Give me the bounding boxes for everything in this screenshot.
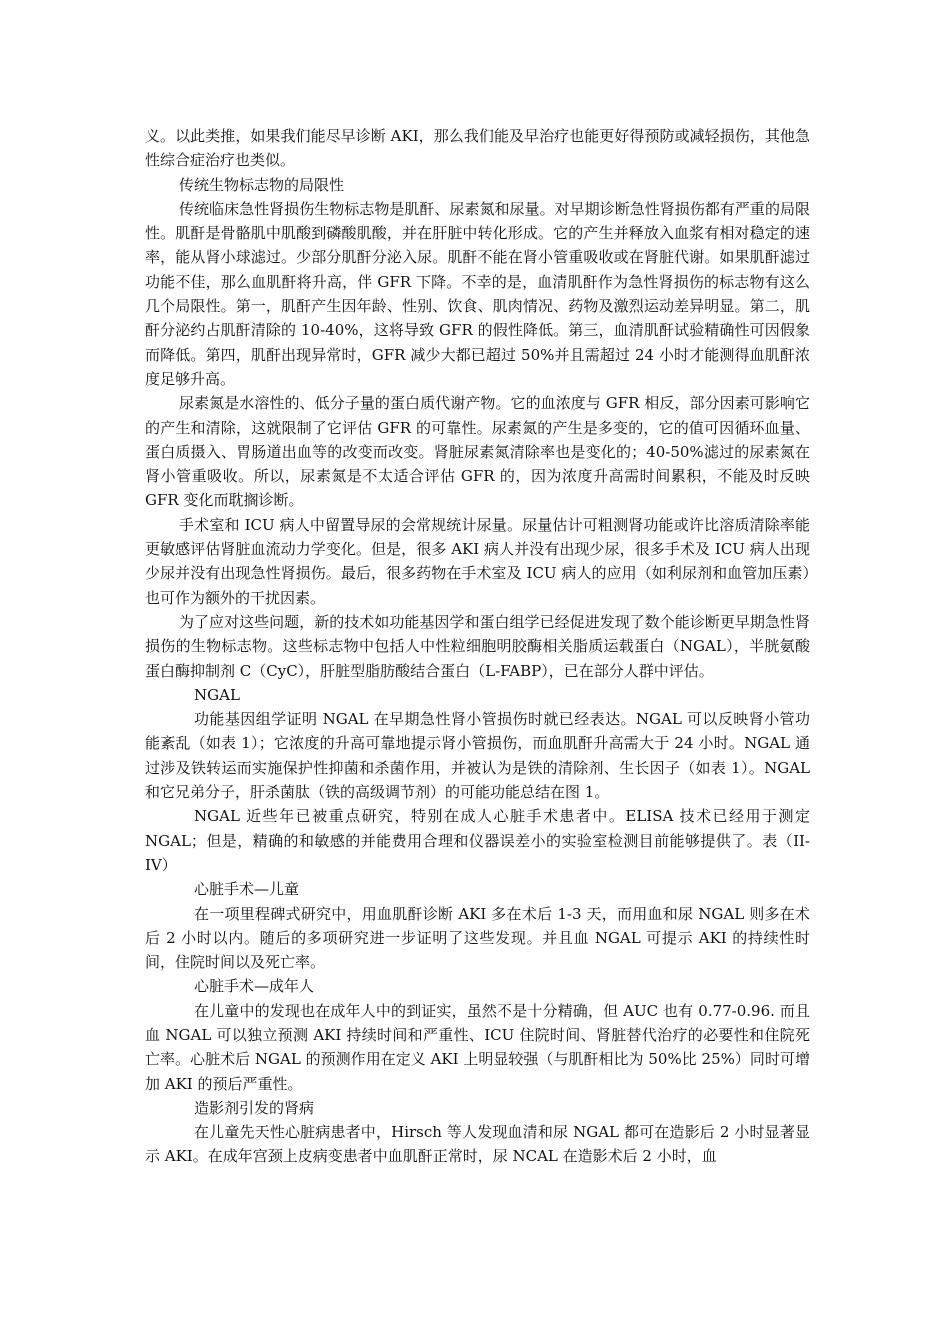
- paragraph-creatinine: 传统临床急性肾损伤生物标志物是肌酐、尿素氮和尿量。对早期诊断急性肾损伤都有严重的局限性。肌酐是骨骼肌中肌酸到磷酸肌酸，并在肝脏中转化形成。它的产生并释放入血浆有相对稳定的速率，能从肾小球滤过。少部分肌酐分泌入尿。肌酐不能在肾小管重吸收或在肾脏代谢。如果肌酐滤过功能不佳，那么血肌酐将升高，伴 GFR 下降。不幸的是，血清肌酐作为急性肾损伤的标志物有这么几个局限性。第一，肌酐产生因年龄、性别、饮食、肌肉情况、药物及激烈运动差异明显。第二，肌酐分泌约占肌酐清除的 10-40%，这将导致 GFR 的假性降低。第三，血清肌酐试验精确性可因假象而降低。第四，肌酐出现异常时，GFR 减少大都已超过 50%并且需超过 24 小时才能测得血肌酐浓度足够升高。: [145, 199, 810, 388]
- paragraph-urine-output: 手术室和 ICU 病人中留置导尿的会常规统计尿量。尿量估计可粗测肾功能或许比溶质清除率能更敏感评估肾脏血流动力学变化。但是，很多 AKI 病人并没有出现少尿，很多手术及 ICU 病人出现少尿并没有出现急性肾损伤。最后，很多药物在手术室及 ICU 病人的应用（如利尿剂和血管加压素）也可作为额外的干扰因素。: [145, 515, 810, 607]
- paragraph-new-biomarkers: 为了应对这些问题，新的技术如功能基因学和蛋白组学已经促进发现了数个能诊断更早期急性肾损伤的生物标志物。这些标志物中包括人中性粒细胞明胶酶相关脂质运载蛋白（NGAL），半胱氨酸蛋白酶抑制剂 C（CyC），肝脏型脂肪酸结合蛋白（L-FABP），已在部分人群中评估。: [145, 612, 810, 680]
- paragraph-urea-nitrogen: 尿素氮是水溶性的、低分子量的蛋白质代谢产物。它的血浓度与 GFR 相反，部分因素可影响它的产生和清除，这就限制了它评估 GFR 的可靠性。尿素氮的产生是多变的，它的值可因循环血量、蛋白质摄入、胃肠道出血等的改变而改变。肾脏尿素氮清除率也是变化的；40-50%滤过的尿素氮在肾小管重吸收。所以，尿素氮是不太适合评估 GFR 的，因为浓度升高需时间累积，不能及时反映 GFR 变化而耽搁诊断。: [145, 394, 810, 510]
- section-heading-traditional-biomarkers: 传统生物标志物的局限性: [179, 175, 345, 194]
- paragraph-contrast-nephropathy: 在儿童先天性心脏病患者中，Hirsch 等人发现血清和尿 NGAL 都可在造影后 2 小时显著显示 AKI。在成年宫颈上皮病变患者中血肌酐正常时，尿 NCAL 在造影术后 2 小时，血: [145, 1123, 810, 1166]
- section-heading-ngal: NGAL: [194, 685, 240, 704]
- paragraph-cardiac-children: 在一项里程碑式研究中，用血肌酐诊断 AKI 多在术后 1-3 天，而用血和尿 NGAL 则多在术后 2 小时以内。随后的多项研究进一步证明了这些发现。并且血 NGAL 可提示 AKI 的持续性时间，住院时间以及死亡率。: [145, 904, 810, 972]
- document-page: [145, 124, 810, 1169]
- paragraph-cardiac-adults: 在儿童中的发现也在成年人中的到证实，虽然不是十分精确，但 AUC 也有 0.77-0.96. 而且血 NGAL 可以独立预测 AKI 持续时间和严重性、ICU 住院时间、肾脏替代治疗的必要性和住院死亡率。心脏术后 NGAL 的预测作用在定义 AKI 上明显较强（与肌酐相比为 50%比 25%）同时可增加 AKI 的预后严重性。: [145, 1001, 810, 1093]
- paragraph-ngal-research: NGAL 近些年已被重点研究，特别在成人心脏手术患者中。ELISA 技术已经用于测定 NGAL；但是，精确的和敏感的并能费用合理和仪器误差小的实验室检测目前能够提供了。表（II-IV）: [145, 807, 810, 874]
- section-heading-cardiac-children: 心脏手术—儿童: [194, 880, 300, 899]
- paragraph-ngal-genomics: 功能基因组学证明 NGAL 在早期急性肾小管损伤时就已经表达。NGAL 可以反映肾小管功能紊乱（如表 1）；它浓度的升高可靠地提示肾小管损伤，而血肌酐升高需大于 24 小时。NGAL 通过涉及铁转运而实施保护性抑菌和杀菌作用，并被认为是铁的清除剂、生长因子（如表 1）。NGAL 和它兄弟分子，肝杀菌肽（铁的高级调节剂）的可能功能总结在图 1。: [145, 710, 810, 802]
- section-heading-cardiac-adults: 心脏手术—成年人: [194, 977, 315, 996]
- section-heading-contrast-nephropathy: 造影剂引发的肾病: [194, 1098, 315, 1117]
- paragraph-continuation: 义。以此类推，如果我们能尽早诊断 AKI，那么我们能及早治疗也能更好得预防或减轻损伤，其他急性综合症治疗也类似。: [145, 127, 810, 170]
